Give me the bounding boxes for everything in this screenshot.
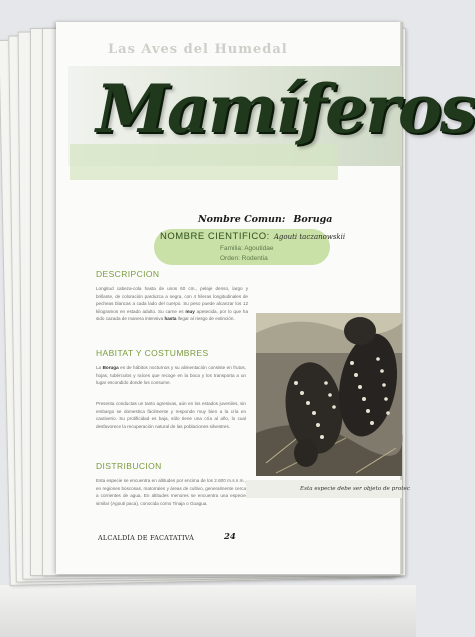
- description-text: Longitud cabeza-cola hasta de unos 60 cm., pelaje denso, largo y brillante, de coloración parduzca a negra, con 4 hileras longitudinales de pecheas blancas a cada lado del cuerpo. Su peso puede alcanzar los 12 kilogramos en estado adulto. Su carne es muy apetecida, por lo que ha sido cazada de manera intensiva hasta llegar al riesgo de extinción.: [96, 286, 248, 322]
- photo-caption: Esta especie debe ser objeto de protec: [300, 486, 410, 492]
- bleed-through-title: Las Aves del Humedal: [108, 42, 288, 57]
- description-heading: DESCRIPCION: [96, 269, 160, 279]
- common-name-value: Boruga: [293, 214, 333, 225]
- page-title: Mamíferos: [96, 70, 475, 148]
- common-name-label: Nombre Comun:: [198, 214, 286, 225]
- scientific-name-line: [160, 231, 345, 242]
- title-overlay: [70, 144, 338, 180]
- page-number: 24: [224, 532, 236, 542]
- footer-publisher: ALCALDÍA DE FACATATIVÁ: [98, 534, 195, 542]
- habitat-paragraph-1: La Boruga es de hábitos nocturnos y su alimentación consiste en frutos, hojas, tubérculos y raíces que recoge en la boca y los transporta a un lugar escondido donde los consume.: [96, 365, 246, 386]
- family-line: Familia: Agoutidae: [220, 245, 274, 252]
- animal-photo: [256, 313, 402, 476]
- scientific-name-value: Agouti taczanowskii: [273, 233, 346, 241]
- habitat-heading: HABITAT Y COSTUMBRES: [96, 348, 209, 358]
- paca-photo-illustration: [256, 313, 402, 476]
- distribution-text: Esta especie se encuentra en altitudes por encima de los 2.600 m.s.n.m., en regiones boscosas, matorrales y áreas de cultivo, generalmente cerca a corrientes de agua. En altitudes menores se encuentra una especie similar (Agouti paca), conocida como Tinaja o Guagua.: [96, 478, 246, 506]
- distribution-heading: DISTRIBUCION: [96, 461, 162, 471]
- table-surface: [0, 585, 416, 637]
- common-name-line: [198, 214, 332, 225]
- scientific-name-label: NOMBRE CIENTIFICO:: [160, 231, 270, 242]
- order-line: Orden: Rodentia: [220, 255, 268, 262]
- habitat-paragraph-2: Presenta conductas un tanto agresivas, aún en los estados juveniles, sin embargo se domestica fácilmente y responde muy bien a la cría en cautiverio. Su prolificidad es baja, sólo tiene una cría al año, lo cual desfavorece la recuperación natural de las poblaciones silvestres.: [96, 401, 246, 429]
